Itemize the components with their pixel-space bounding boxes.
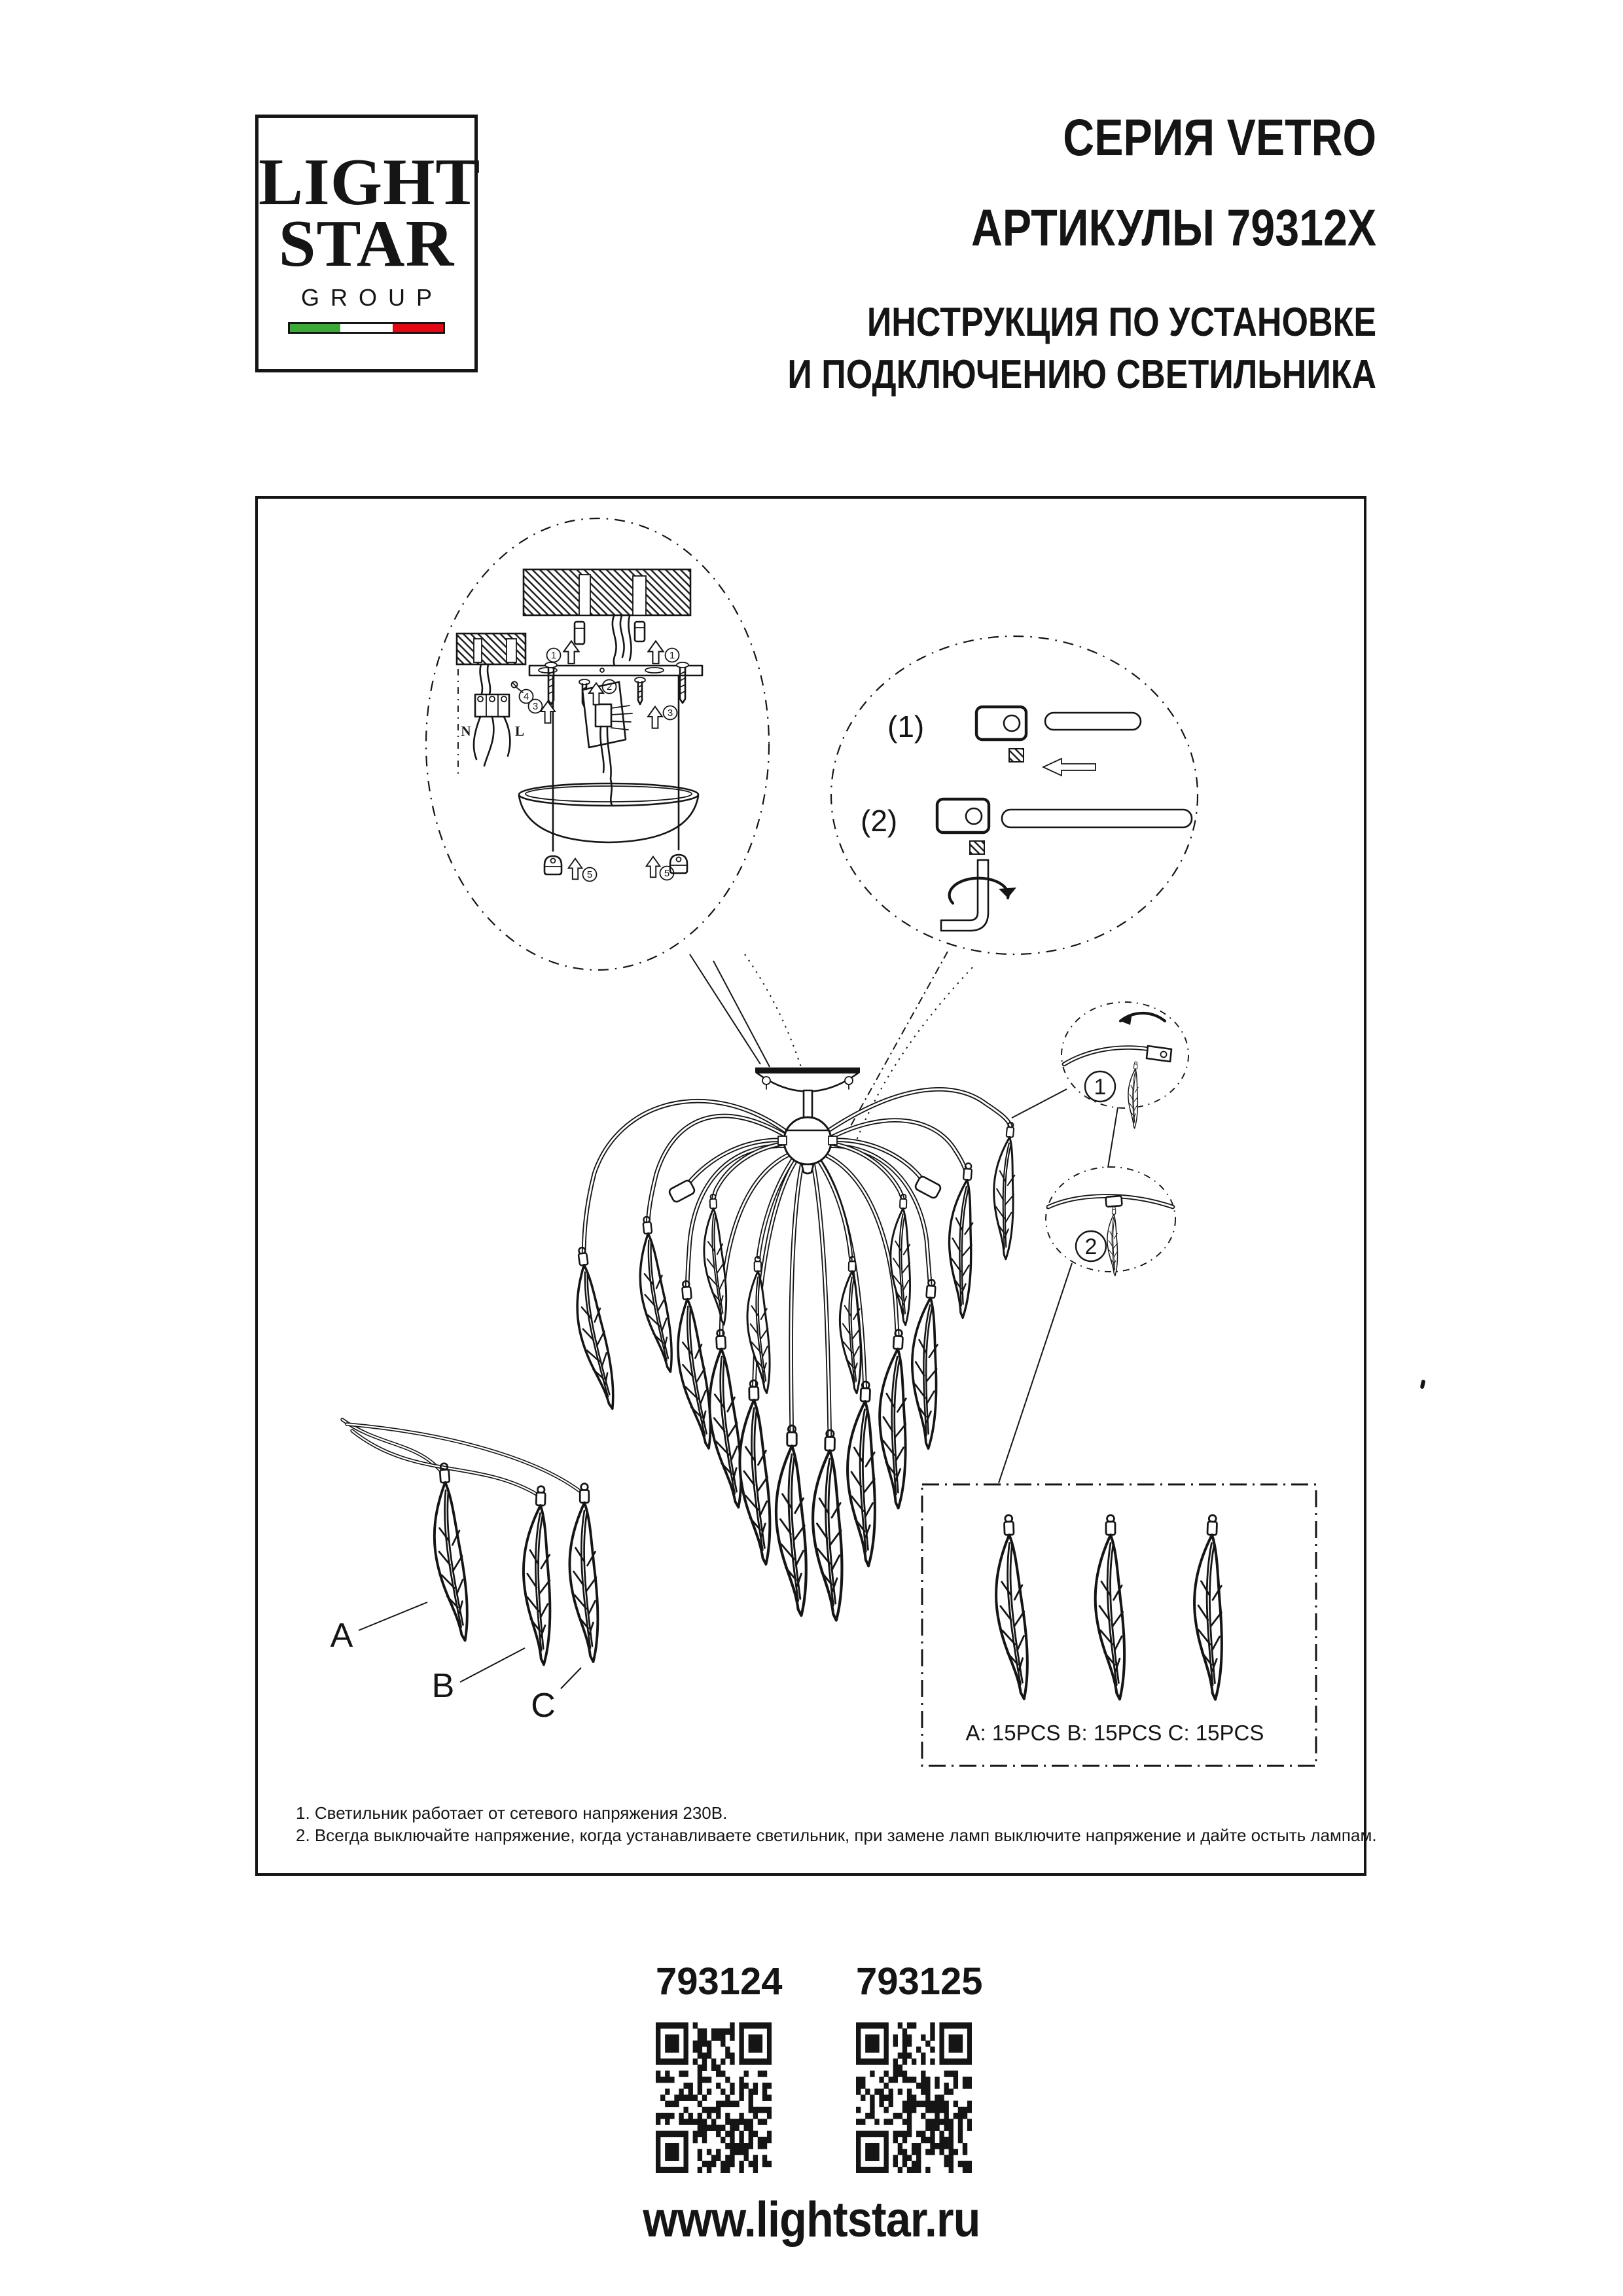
arm-detail-circle-1 [1061, 1002, 1188, 1128]
italian-flag-bar [288, 322, 445, 334]
callout-2-number: 2 [1084, 1234, 1097, 1259]
part-c-label: C [531, 1687, 556, 1725]
arm-detail-circle-2 [1046, 1167, 1175, 1276]
header [787, 108, 1376, 397]
website-url: www.lightstar.ru [643, 2192, 980, 2248]
qr-code-793124 [656, 2022, 772, 2173]
terminal-n-label: N [461, 723, 471, 739]
qty-b-label: B: 15PCS [1067, 1721, 1162, 1745]
decor-fixing-ellipse [831, 636, 1198, 954]
glass-feathers [568, 1121, 1021, 1620]
instruction-title-line1: ИНСТРУКЦИЯ ПО УСТАНОВКЕ [866, 300, 1376, 345]
lamp-socket [914, 1175, 942, 1199]
step-1-badge: 1 [669, 650, 675, 661]
diagram-border [257, 497, 1365, 1874]
step2-label: (2) [861, 804, 898, 838]
circled-step-numbers [520, 649, 679, 882]
qr-right-label: 793125 [856, 1960, 983, 2003]
qty-a-label: A: 15PCS [965, 1721, 1061, 1745]
qty-c-label: C: 15PCS [1168, 1721, 1264, 1745]
step-3-badge: 3 [667, 708, 673, 719]
mounting-detail-ellipse [426, 518, 769, 970]
note-1: 1. Светильник работает от сетевого напряжения 230В. [296, 1803, 728, 1823]
lightstar-logo [255, 115, 481, 372]
part-b-label: B [431, 1667, 455, 1705]
lamp-socket [668, 1179, 696, 1203]
qr-code-793125 [856, 2022, 972, 2173]
flag-green [290, 324, 340, 332]
logo-word-light: LIGHT [259, 145, 481, 219]
parts-quantity-box [922, 1484, 1316, 1766]
callout-1-number: 1 [1094, 1075, 1107, 1100]
step-3-badge: 3 [532, 701, 539, 712]
step-1-badge: 1 [550, 650, 557, 661]
logo-word-group: GROUP [300, 283, 443, 311]
logo-word-star: STAR [278, 206, 455, 281]
series-title: СЕРИЯ VETRO [1063, 108, 1376, 166]
flag-white [340, 324, 393, 332]
step-5-badge: 5 [586, 869, 593, 880]
step1-label: (1) [887, 709, 925, 744]
flag-red [393, 324, 443, 332]
installation-diagram [255, 496, 1366, 1876]
stray-mark [1420, 1380, 1426, 1390]
step-4-badge: 4 [523, 691, 529, 702]
note-2: 2. Всегда выключайте напряжение, когда устанавливаете светильник, при замене ламп выключите напряжение и дайте остыть лампам. [296, 1825, 1377, 1845]
part-a-label: A [330, 1617, 353, 1655]
terminal-l-label: L [514, 723, 525, 739]
instruction-title-line2: И ПОДКЛЮЧЕНИЮ СВЕТИЛЬНИКА [787, 352, 1376, 397]
qr-left-label: 793124 [656, 1960, 783, 2003]
step-5-badge: 5 [664, 868, 670, 879]
parts-abc-group [330, 1420, 598, 1725]
chandelier [568, 1070, 1021, 1621]
step-2-badge: 2 [606, 681, 613, 692]
articles-title: АРТИКУЛЫ 79312X [971, 198, 1376, 257]
